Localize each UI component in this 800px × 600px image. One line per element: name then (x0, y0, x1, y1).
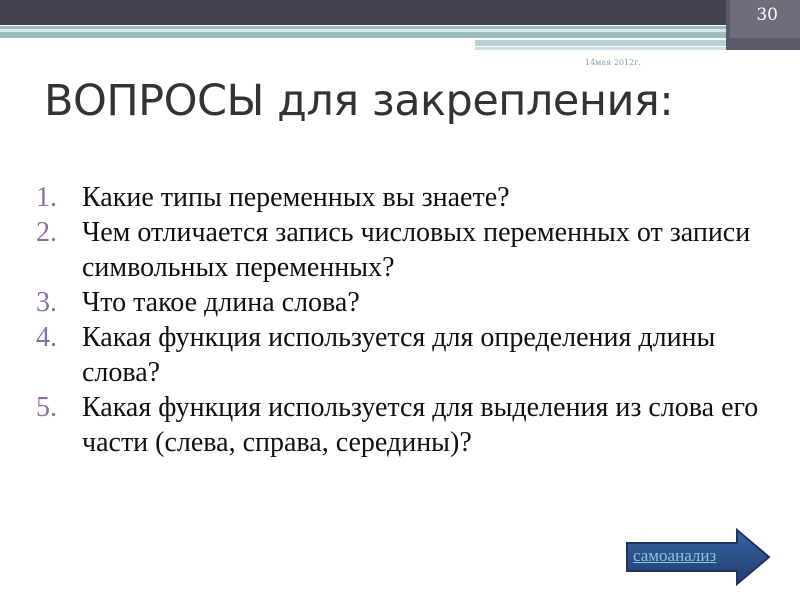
question-text: Какие типы переменных вы знаете? (82, 182, 510, 213)
question-item (36, 285, 786, 320)
question-item (36, 215, 786, 285)
question-number: 5. (36, 392, 57, 423)
question-text: Что такое длина слова? (82, 287, 360, 318)
header-stripe (0, 26, 800, 38)
question-item (36, 180, 786, 215)
self-analysis-button[interactable] (625, 528, 771, 586)
self-analysis-link[interactable]: самоанализ (633, 546, 717, 565)
question-text: Какая функция используется для определения длины слова? (82, 322, 716, 388)
page-number: 30 (756, 5, 778, 25)
header-stripe-highlight (0, 29, 800, 32)
header-band-inner (0, 0, 728, 25)
slide-date: 14мая 2012г. (585, 58, 641, 67)
question-item (36, 320, 786, 390)
question-text: Чем отличается запись числовых переменных от записи символьных переменных? (82, 217, 751, 283)
question-list (36, 180, 786, 460)
question-text: Какая функция используется для выделения из слова его части (слева, справа, середины)? (82, 392, 759, 458)
slide-title: ВОПРОСЫ для закрепления: (44, 76, 674, 126)
question-item (36, 390, 786, 460)
question-number: 1. (36, 182, 57, 213)
question-number: 2. (36, 217, 57, 248)
question-number: 3. (36, 287, 57, 318)
question-number: 4. (36, 322, 57, 353)
